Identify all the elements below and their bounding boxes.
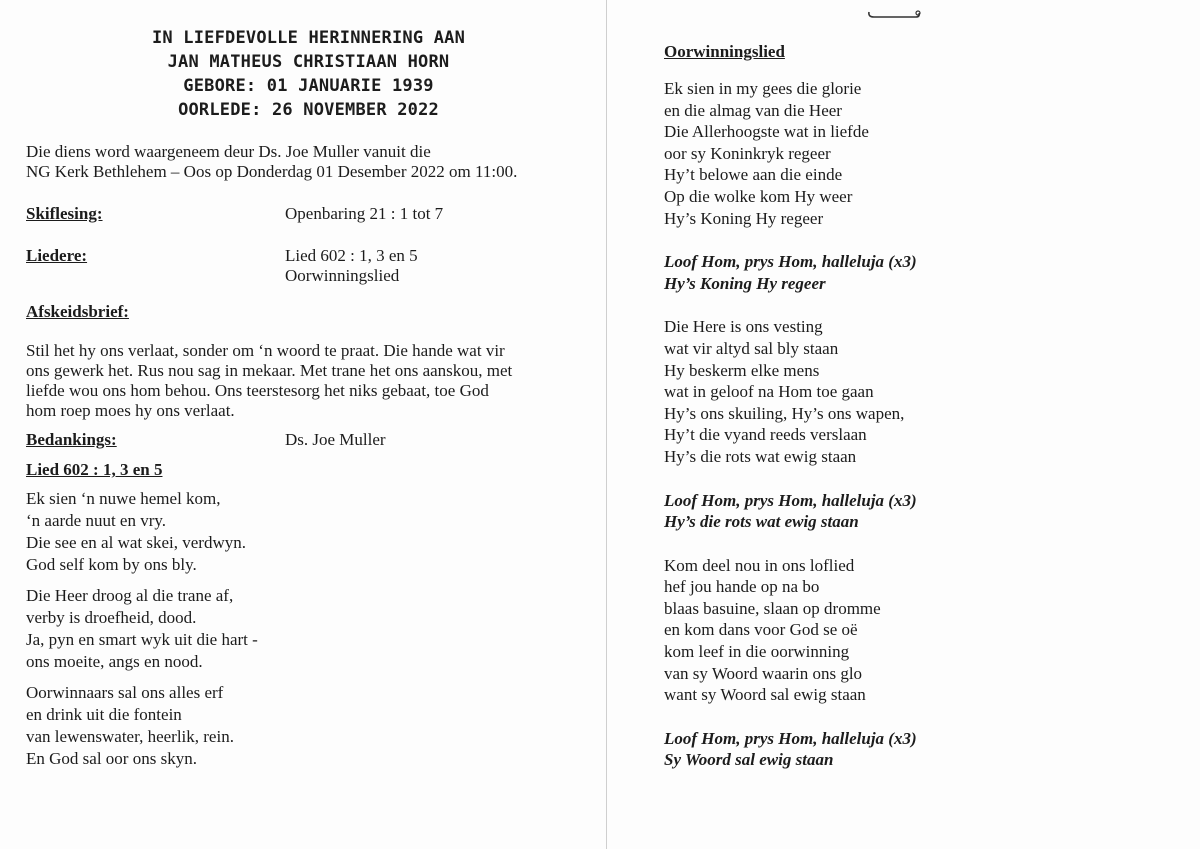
- skiflesing-row: [26, 204, 591, 224]
- lied-602-title: Lied 602 : 1, 3 en 5: [26, 460, 163, 479]
- chorus-line: Hy’s die rots wat ewig staan: [664, 512, 859, 532]
- oorwinningslied-verse-3: [664, 555, 1164, 706]
- oorwinningslied-chorus-3: [664, 728, 1164, 771]
- verse-line: Hy beskerm elke mens: [664, 360, 820, 380]
- memorial-header: [0, 26, 617, 122]
- header-line-3: GEBORE: 01 JANUARIE 1939: [183, 76, 434, 96]
- bedankings-row: [26, 430, 591, 450]
- oorwinningslied-verse-2: [664, 316, 1164, 467]
- intro-line-1: Die diens word waargeneem deur Ds. Joe Muller vanuit die: [26, 142, 431, 161]
- verse-line: want sy Woord sal ewig staan: [664, 685, 866, 705]
- verse-line: en die almag van die Heer: [664, 100, 842, 120]
- afskeidsbrief-line: liefde wou ons hom behou. Ons teerstesorg het niks gebaat, toe God: [26, 381, 489, 400]
- oorwinningslied-title: Oorwinningslied: [664, 42, 785, 61]
- verse-line: wat vir altyd sal bly staan: [664, 338, 839, 358]
- verse-line: God self kom by ons bly.: [26, 555, 197, 574]
- chorus-line: Sy Woord sal ewig staan: [664, 750, 834, 770]
- liedere-row: [26, 246, 591, 286]
- header-line-2: JAN MATHEUS CHRISTIAAN HORN: [167, 52, 450, 72]
- verse-line: Hy’s Koning Hy regeer: [664, 208, 824, 228]
- left-page: [26, 26, 591, 770]
- verse-line: Oorwinnaars sal ons alles erf: [26, 683, 224, 702]
- liedere-values: [285, 246, 418, 286]
- verse-line: blaas basuine, slaan op dromme: [664, 598, 881, 618]
- liedere-value-2: Oorwinningslied: [285, 266, 400, 285]
- bedankings-label: Bedankings:: [26, 430, 117, 449]
- service-intro: [26, 142, 591, 182]
- verse-line: Hy’t die vyand reeds verslaan: [664, 425, 867, 445]
- verse-line: hef jou hande op na bo: [664, 577, 820, 597]
- verse-line: Ek sien ‘n nuwe hemel kom,: [26, 489, 221, 508]
- afskeidsbrief-line: ons gewerk het. Rus nou sag in mekaar. Met trane het ons aanskou, met: [26, 361, 513, 380]
- verse-line: Kom deel nou in ons loflied: [664, 555, 855, 575]
- chorus-line: Hy’s Koning Hy regeer: [664, 273, 826, 293]
- bedankings-value: Ds. Joe Muller: [285, 430, 386, 449]
- verse-line: en drink uit die fontein: [26, 705, 182, 724]
- skiflesing-value: Openbaring 21 : 1 tot 7: [285, 204, 444, 223]
- afskeidsbrief-label: Afskeidsbrief:: [26, 302, 129, 321]
- liedere-value-1: Lied 602 : 1, 3 en 5: [285, 246, 418, 265]
- verse-line: Die Allerhoogste wat in liefde: [664, 122, 869, 142]
- chorus-line: Loof Hom, prys Hom, halleluja (x3): [664, 252, 917, 272]
- skiflesing-label: Skiflesing:: [26, 204, 103, 223]
- verse-line: ons moeite, angs en nood.: [26, 652, 203, 671]
- lied-602-verse-3: [26, 682, 591, 770]
- lied-602-verse-2: [26, 585, 591, 673]
- verse-line: En God sal oor ons skyn.: [26, 749, 197, 768]
- paperclip-icon: [866, 8, 922, 26]
- verse-line: Ja, pyn en smart wyk uit die hart -: [26, 630, 258, 649]
- verse-line: oor sy Koninkryk regeer: [664, 143, 831, 163]
- lied-602-verse-1: [26, 488, 591, 576]
- verse-line: verby is droefheid, dood.: [26, 608, 197, 627]
- verse-line: Die Heer droog al die trane af,: [26, 586, 234, 605]
- verse-line: Hy’s die rots wat ewig staan: [664, 446, 857, 466]
- verse-line: wat in geloof na Hom toe gaan: [664, 382, 874, 402]
- liedere-label: Liedere:: [26, 246, 88, 265]
- verse-line: Hy’t belowe aan die einde: [664, 165, 843, 185]
- verse-line: ‘n aarde nuut en vry.: [26, 511, 167, 530]
- afskeidsbrief-body: [26, 341, 591, 421]
- verse-line: Hy’s ons skuiling, Hy’s ons wapen,: [664, 403, 905, 423]
- verse-line: kom leef in die oorwinning: [664, 642, 850, 662]
- verse-line: van lewenswater, heerlik, rein.: [26, 727, 234, 746]
- verse-line: van sy Woord waarin ons glo: [664, 663, 863, 683]
- header-line-4: OORLEDE: 26 NOVEMBER 2022: [178, 100, 439, 120]
- intro-line-2: NG Kerk Bethlehem – Oos op Donderdag 01 Desember 2022 om 11:00.: [26, 162, 518, 181]
- header-line-1: IN LIEFDEVOLLE HERINNERING AAN: [151, 28, 466, 48]
- right-page: [664, 42, 1164, 771]
- page-fold: [606, 0, 607, 849]
- verse-line: Ek sien in my gees die glorie: [664, 79, 862, 98]
- afskeidsbrief-line: hom roep moes hy ons verlaat.: [26, 401, 235, 420]
- verse-line: en kom dans voor God se oë: [664, 620, 858, 640]
- verse-line: Op die wolke kom Hy weer: [664, 186, 853, 206]
- oorwinningslied-chorus-2: [664, 490, 1164, 533]
- oorwinningslied-chorus-1: [664, 251, 1164, 294]
- chorus-line: Loof Hom, prys Hom, halleluja (x3): [664, 490, 917, 510]
- oorwinningslied-verse-1: [664, 78, 1164, 229]
- verse-line: Die see en al wat skei, verdwyn.: [26, 533, 246, 552]
- afskeidsbrief-line: Stil het hy ons verlaat, sonder om ‘n woord te praat. Die hande wat vir: [26, 341, 505, 360]
- verse-line: Die Here is ons vesting: [664, 317, 823, 337]
- chorus-line: Loof Hom, prys Hom, halleluja (x3): [664, 728, 917, 748]
